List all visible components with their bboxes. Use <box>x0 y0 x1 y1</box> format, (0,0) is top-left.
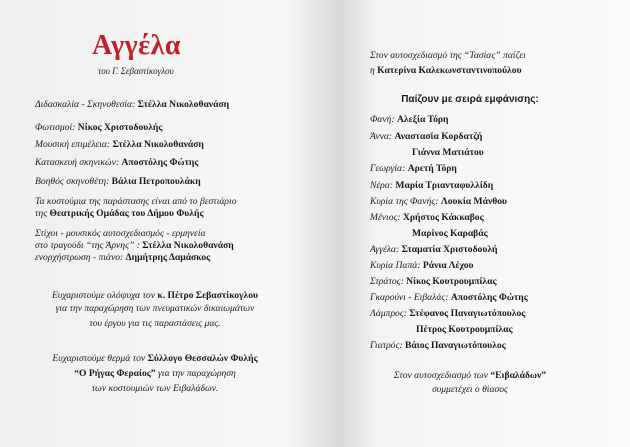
costumes-note: Τα κοστούμια της παράστασης είναι από το βεστιάριο <box>35 196 237 207</box>
improv-note: Στον αυτοσχεδιασμό της “Τασίας” παίζει <box>370 50 526 61</box>
credit-row <box>35 99 229 111</box>
credit-role: Φωτισμοί: <box>35 122 76 133</box>
cast-row: Γκαρούνι - Ειβαλάς: Αποστόλης Φώτης <box>370 292 528 303</box>
cast-row: Μένιος: Χρήστος Κάκκαβος <box>370 212 484 223</box>
credit-name: Στέλλα Νικολοθανάση <box>112 139 204 150</box>
credit-row <box>35 122 162 134</box>
cast-row: Κυρία Παπά: Ράνια Λέχου <box>370 260 474 271</box>
cast-row: Φανή: Αλεξία Τόρη <box>370 114 449 125</box>
cast-row: Αγγέλα: Σταματία Χριστοδουλή <box>370 244 498 255</box>
cast-row: Πέτρος Κουτρουμπίλας <box>416 324 513 335</box>
play-title: Αγγέλα <box>92 30 181 61</box>
credit-role: Διδασκαλία - Σκηνοθεσία: <box>35 99 136 110</box>
credit-row <box>35 139 204 151</box>
thanks-association: Ευχαριστούμε θερμά τον Σύλλογο Θεσσαλών Φυλής <box>52 353 258 364</box>
cast-row: Γεωργία: Αρετή Τόρη <box>370 163 457 174</box>
credit-role: Βοηθός σκηνοθέτη: <box>35 176 110 187</box>
credit-role: Μουσική επιμέλεια: <box>35 139 111 150</box>
improv-note-actor: η Κατερίνα Καλεκωνσταντινοπούλου <box>370 65 522 76</box>
thanks-association-name: “Ο Ρήγας Φεραίος” για την παραχώρηση <box>74 368 236 379</box>
right-page <box>320 0 620 447</box>
cast-row: Μαρίνος Καραβάς <box>412 228 488 239</box>
music-credit-song: στο τραγούδι “της Άρνης” : Στέλλα Νικολοθανάση <box>35 240 234 251</box>
cast-row: Λάμπρος: Στέφανος Παναγιωτόπουλος <box>370 308 526 319</box>
cast-row: Άννα: Αναστασία Κορδατζή <box>370 131 483 142</box>
cast-row: Νέρα: Μαρία Τριανταφυλλίδη <box>370 180 494 191</box>
cast-row: Κυρία της Φανής: Λουκία Μάνθου <box>370 196 508 207</box>
credit-name: Νίκος Χριστοδουλής <box>77 122 163 133</box>
music-credit-piano: ενορχήστρωση - πιάνο: Δημήτρης Δαμάσκος <box>35 252 211 263</box>
cast-row: Στράτος: Νίκος Κουτρουμπίλας <box>370 276 497 287</box>
costumes-note-source: της Θεατρικής Ομάδας του Δήμου Φυλής <box>35 208 204 219</box>
thanks-author: Ευχαριστούμε ολόψυχα τον κ. Πέτρο Σεβαστίκογλου <box>51 290 259 301</box>
improv-ensemble-note: Στον αυτοσχεδιασμό των “Ειβαλάδων” <box>393 370 547 381</box>
credit-name: Αποστόλης Φώτης <box>121 157 199 168</box>
credit-row <box>35 157 198 169</box>
improv-ensemble-members: συμμετέχει ο θίασος <box>432 384 508 395</box>
play-author: του Γ. Σεβαστίκογλου <box>98 66 174 76</box>
credit-row <box>35 176 201 188</box>
thanks-author-rights: για την παραχώρηση των πνευματικών δικαιωμάτων <box>55 303 255 314</box>
cast-row: Γιατρός: Βάιος Παναγιωτόπουλος <box>370 340 506 351</box>
thanks-author-performances: του έργου για τις παραστάσεις μας. <box>89 318 221 329</box>
thanks-association-costumes: των κοστουμιών των Ειβαλάδων. <box>91 383 219 394</box>
credit-role: Κατασκευή σκηνικών: <box>35 157 120 168</box>
credit-name: Βάλια Πετροπουλάκη <box>111 176 201 187</box>
credit-name: Στέλλα Νικολοθανάση <box>137 99 230 110</box>
cast-row: Γιάννα Ματιάτου <box>412 147 484 158</box>
cast-header: Παίζουν με σειρά εμφάνισης: <box>401 94 539 105</box>
music-credit: Στίχοι - μουσικός αυτοσχεδιασμός - ερμηνεία <box>35 228 206 239</box>
